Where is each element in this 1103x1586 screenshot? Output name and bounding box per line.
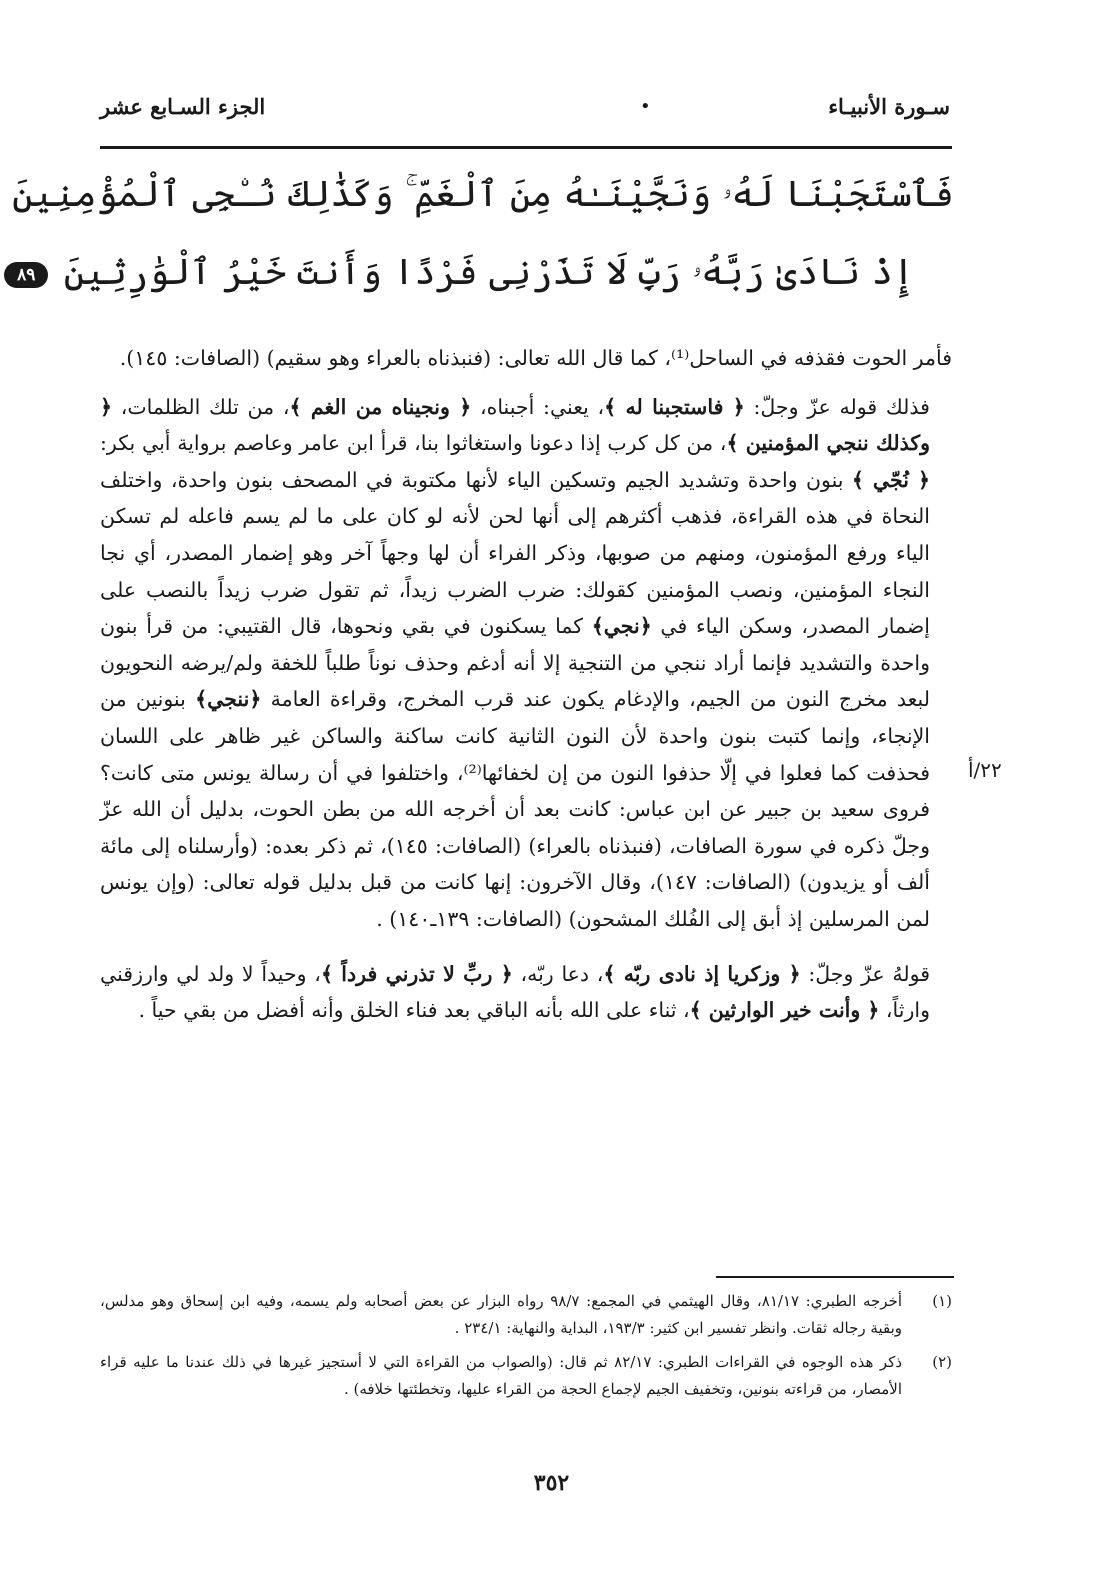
verse-line-1 xyxy=(12,156,954,234)
quran-quote: ﴿ ربِّ لا تذرني فرداً ﴾ xyxy=(320,961,513,986)
juz-title: الجزء السـابع عشر xyxy=(100,94,266,119)
quran-quote: ﴿ وكذلك ننجي المؤمنين ﴾ xyxy=(100,394,931,456)
quran-quote: ﴿ نُجّي ﴾ xyxy=(851,467,930,492)
verse-88-text: فَٱسْتَجَبْنَا لَهُۥ وَنَجَّيْنَـٰهُ مِنَ ٱلْغَمِّ ۚ وَكَذَٰلِكَ نُـۨجِى ٱلْمُؤْمِنِينَ xyxy=(12,174,954,215)
ayah-number-89: ٨٩ xyxy=(4,262,48,288)
footnotes xyxy=(100,1288,952,1410)
text-run: بنون واحدة وتشديد الجيم وتسكين الياء لأنها مكتوبة في المصحف بنون واحدة، واختلف النحاة في هذه القراءة، فذهب أكثرهم إلى أنها لحن لأنه لو كان على ما لم يسم فاعله لم تسكن الياء ورفع المؤمنون، ومنهم من صوبها، وذكر الفراء أن لها وجهاً آخر وهو إضمار المصدر، أي نجا النجاء المؤمنين، ونصب المؤمنين كقولك: ضرب الضرب زيداً، ثم تقول ضرب زيداً بالنصب على إضمار المصدر، وسكن الياء في xyxy=(100,467,930,639)
footnote-text: ذكر هذه الوجوه في القراءات الطبري: ٨٢/١٧ ثم قال: (والصواب من القراءة التي لا أستجيز غيرها في ذلك عندنا ما عليه قراء الأمصار، من قراءته بنونين، وتخفيف الجيم لإجماع الحجة من القراء عليها، وتخطئتها خلافه) . xyxy=(100,1353,903,1398)
quran-quote: ﴿ وأنت خير الوارثين ﴾ xyxy=(689,998,880,1023)
text-run: ، دعا ربّه، xyxy=(512,961,604,986)
commentary-paragraph-2 xyxy=(100,389,952,938)
footnote-text: أخرجه الطبري: ٨١/١٧، وقال الهيثمي في المجمع: ٩٨/٧ رواه البزار عن بعض أصحابه ولم يسمه، وفيه ابن إسحاق وهو مدلس، وبقية رجاله ثقات. وانظر تفسير ابن كثير: ١٩٣/٣، البداية والنهاية: ٢٣٤/١ . xyxy=(100,1292,902,1337)
text-run: ، يعني: أجبناه، xyxy=(471,394,605,419)
running-header xyxy=(100,94,950,128)
header-dot: • xyxy=(640,96,651,117)
surah-title: سـورة الأنبيـاء xyxy=(828,94,950,119)
quran-verses xyxy=(12,156,954,312)
footnote-number: (٢) xyxy=(932,1353,952,1371)
text-run: كما يسكنون في بقي ونحوها، قال القتيبي: من قرأ بنون واحدة والتشديد فإنما أراد ننجي من التنجية إلا أنه أدغم وحذف نوناً طلباً للخفة ولم/يرضه النحويون لبعد مخرج النون من الجيم، والإدغام يكون عند قرب المخرج، وقراءة العامة xyxy=(100,614,930,712)
quran-quote: ﴿ننجي﴾ xyxy=(195,687,262,712)
footnote-2 xyxy=(100,1349,952,1402)
commentary-body xyxy=(100,340,952,1029)
header-rule xyxy=(100,146,952,149)
text-run: ، من تلك الظلمات، xyxy=(112,394,290,419)
footnote-separator xyxy=(716,1276,954,1278)
text-run: ، من كل كرب إذا دعونا واستغاثوا بنا، قرأ ابن عامر وعاصم برواية أبي بكر: xyxy=(100,431,727,456)
verse-89-text: إِذْ نَادَىٰ رَبَّهُۥ رَبِّ لَا تَذَرْنِى فَرْدًا وَأَنتَ خَيْرُ ٱلْوَٰرِثِينَ xyxy=(63,252,914,293)
quran-quote: ﴿ فاستجبنا له ﴾ xyxy=(604,394,745,419)
quran-quote: ﴿ وزكريا إذ نادى ربّه ﴾ xyxy=(603,961,801,986)
quran-quote: ﴿نجي﴾ xyxy=(591,614,652,639)
quran-quote: ﴿ ونجيناه من الغم ﴾ xyxy=(289,394,472,419)
text-run: بنونين من الإنجاء، وإنما كتبت بنون واحدة لأن النون الثانية كانت ساكنة والساكن غير ظاهر على اللسان فحذفت كما فعلوا في إلّا حذفوا النون من إن لخفائها⁽²⁾، واختلفوا في أن رسالة يونس متى كانت؟ فروى سعيد بن جبير عن ابن عباس: كانت بعد أن أخرجه الله من بطن الحوت، بدليل أن الله عزّ وجلّ ذكره في سورة الصافات، (فنبذناه بالعراء) (الصافات: ١٤٥)، ثم ذكر بعده: (وأرسلناه إلى مائة ألف أو يزيدون) (الصافات: ١٤٧)، وقال الآخرون: إنها كانت من قبل بدليل قوله تعالى: (وإن يونس لمن المرسلين إذ أبق إلى الفُلك المشحون) (الصافات: ١٣٩ـ١٤٠) . xyxy=(100,687,930,931)
text-run: ، وحيداً لا ولد لي وارزقني وارثاً، xyxy=(100,961,930,1023)
text-run: قولهُ عزّ وجلّ: xyxy=(800,961,930,986)
page-number: ٣٥٢ xyxy=(533,1470,570,1496)
footnote-1 xyxy=(100,1288,952,1341)
footnote-number: (١) xyxy=(932,1292,952,1310)
verse-line-2 xyxy=(17,234,954,312)
manuscript-folio-note: ٢٢/أ xyxy=(968,758,1002,782)
commentary-paragraph-3 xyxy=(100,956,952,1029)
commentary-paragraph-1: فأمر الحوت فقذفه في الساحل⁽¹⁾، كما قال الله تعالى: (فنبذناه بالعراء وهو سقيم) (الصافات: ١٤٥). xyxy=(119,346,952,370)
text-run: فذلك قوله عزّ وجلّ: xyxy=(744,394,930,419)
text-run: ، ثناء على الله بأنه الباقي بعد فناء الخلق وأنه أفضل من بقي حياً . xyxy=(138,998,690,1023)
